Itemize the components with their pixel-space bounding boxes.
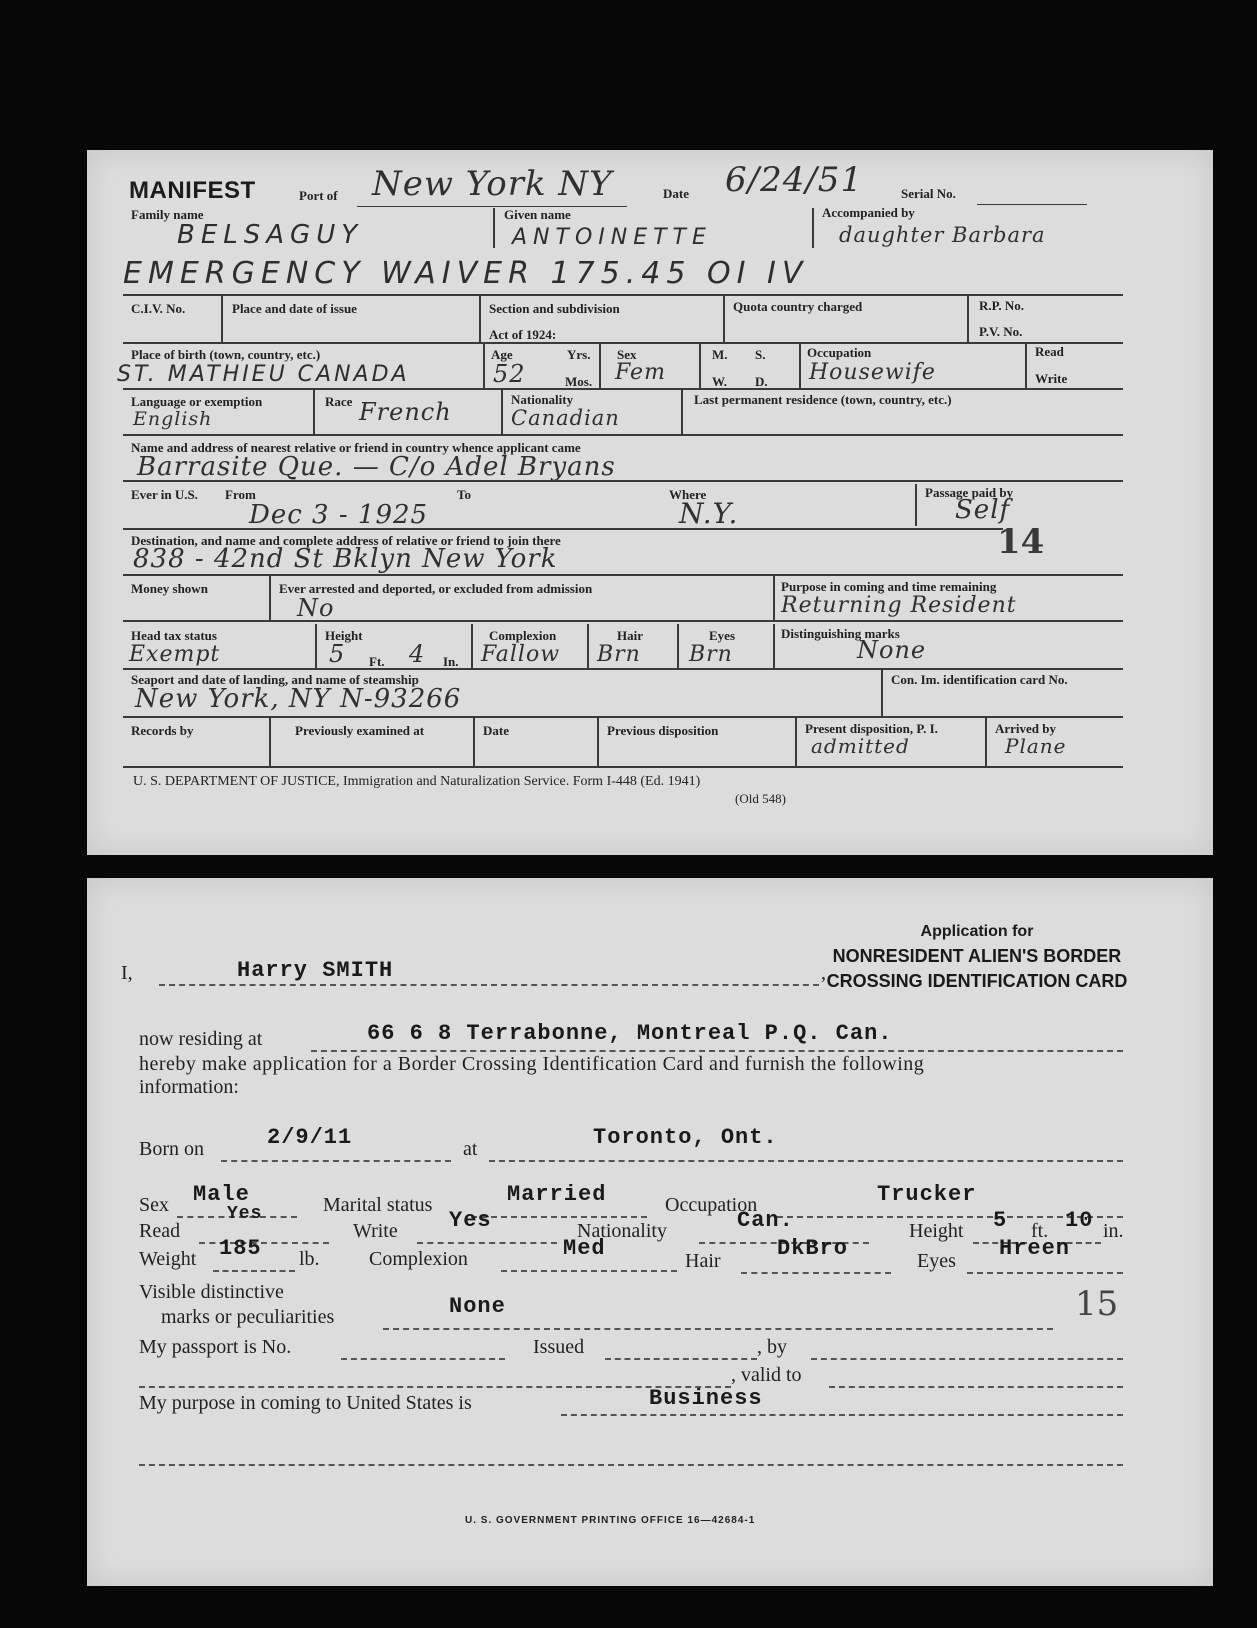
in-label: in. [1103, 1220, 1124, 1242]
complexion-label: Complexion [489, 628, 557, 643]
marital-value: Married [507, 1182, 607, 1207]
race-value: French [359, 398, 452, 426]
eyes-value: Brn [689, 642, 733, 667]
civ-label: C.I.V. No. [131, 301, 186, 316]
arrested-label: Ever arrested and deported, or excluded from admission [279, 581, 593, 596]
where-value: N.Y. [679, 497, 739, 530]
w-label: W. [712, 374, 728, 389]
language-label: Language or exemption [131, 394, 263, 409]
where-label: Where [669, 487, 707, 502]
occupation-value: Trucker [877, 1182, 977, 1207]
complexion-label: Complexion [369, 1248, 468, 1270]
given-name-label: Given name [504, 207, 571, 222]
information-line: information: [139, 1076, 239, 1098]
eyes-label: Eyes [917, 1250, 956, 1272]
lb-label: lb. [299, 1248, 320, 1270]
act-label: Act of 1924: [489, 327, 557, 342]
relative-value: Barrasite Que. — C/o Adel Bryans [137, 452, 616, 482]
d-label: D. [755, 374, 768, 389]
read-value: Yes [227, 1204, 263, 1224]
read-label: Read [139, 1220, 181, 1242]
from-label: From [225, 487, 256, 502]
seaport-value: New York, NY N-93266 [135, 684, 462, 714]
yrs-label: Yrs. [567, 347, 591, 362]
prev-exam-label: Previously examined at [295, 723, 425, 738]
quota-label: Quota country charged [733, 299, 863, 314]
sex-label: Sex [617, 347, 637, 362]
marks-value: None [857, 636, 927, 664]
birth-value: ST. MATHIEU CANADA [117, 362, 410, 387]
waiver-line: EMERGENCY WAIVER 175.45 OI IV [123, 256, 809, 291]
occupation-value: Housewife [809, 360, 936, 385]
nationality-value: Can. [737, 1208, 794, 1233]
s-label: S. [755, 347, 766, 362]
nationality-label: Nationality [577, 1220, 667, 1242]
passport-label: My passport is No. [139, 1336, 292, 1358]
accompanied-value: daughter Barbara [839, 223, 1046, 247]
eyes-label: Eyes [709, 628, 735, 643]
destination-value: 838 - 42nd St Bklyn New York [133, 544, 558, 574]
money-label: Money shown [131, 581, 208, 596]
conim-label: Con. Im. identification card No. [891, 672, 1068, 687]
seaport-label: Seaport and date of landing, and name of steamship [131, 672, 419, 687]
passage-label: Passage paid by [925, 485, 1014, 500]
write-label: Write [1035, 371, 1068, 386]
complexion-value: Fallow [481, 642, 561, 667]
born-label: Born on [139, 1138, 204, 1160]
section-label: Section and subdivision [489, 301, 620, 316]
purpose-label: My purpose in coming to United States is [139, 1392, 472, 1414]
height-label: Height [909, 1220, 964, 1242]
heading-line-3: CROSSING IDENTIFICATION CARD [826, 971, 1128, 991]
hair-label: Hair [617, 628, 643, 643]
weight-value: 185 [219, 1236, 262, 1261]
height-label: Height [325, 628, 363, 643]
purpose-value: Returning Resident [781, 593, 1017, 618]
family-name-value: BELSAGUY [177, 220, 364, 250]
height-in-value: 10 [1065, 1208, 1094, 1233]
name-value: Harry SMITH [237, 958, 394, 983]
eyes-value: Hreen [999, 1236, 1071, 1261]
issued-label: Issued [533, 1336, 585, 1358]
i-label: I, [121, 962, 133, 984]
ft-label: ft. [1031, 1220, 1049, 1242]
write-value: Yes [449, 1208, 492, 1233]
residing-label: now residing at [139, 1028, 263, 1050]
height-ft-value: 5 [993, 1208, 1008, 1233]
destination-label: Destination, and name and complete address of relative or friend to join there [131, 533, 561, 548]
to-label: To [457, 487, 471, 502]
headtax-value: Exempt [129, 642, 221, 667]
manifest-footer-old: (Old 548) [735, 791, 786, 806]
family-name-label: Family name [131, 207, 204, 222]
place-issue-label: Place and date of issue [232, 301, 357, 316]
given-name-value: ANTOINETTE [512, 225, 712, 250]
rp-label: R.P. No. [979, 298, 1025, 313]
sex-value: Fem [615, 360, 666, 385]
hereby-line: hereby make application for a Border Crossing Identification Card and furnish the following [139, 1053, 925, 1075]
manifest-title: MANIFEST [129, 177, 256, 204]
by-label: , by [757, 1336, 787, 1358]
port-label: Port of [299, 188, 338, 203]
date-label: Date [663, 186, 689, 201]
printer-line: U. S. GOVERNMENT PRINTING OFFICE 16—42684-1 [465, 1515, 756, 1526]
ft-label: Ft. [369, 654, 385, 669]
age-label: Age [491, 347, 513, 362]
visible-label-2: marks or peculiarities [161, 1306, 335, 1328]
race-label: Race [325, 394, 353, 409]
from-value: Dec 3 - 1925 [249, 500, 429, 530]
in-label: In. [443, 654, 459, 669]
stamp-number-15: 15 [1075, 1284, 1119, 1324]
height-in-value: 4 [409, 640, 426, 668]
date-value: 6/24/51 [725, 160, 864, 200]
nationality-value: Canadian [511, 406, 620, 430]
port-underline [357, 206, 627, 207]
prev-disp-label: Previous disposition [607, 723, 719, 738]
mos-label: Mos. [565, 374, 593, 389]
occupation-label: Occupation [807, 345, 872, 360]
read-label: Read [1035, 344, 1064, 359]
manifest-footer: U. S. DEPARTMENT OF JUSTICE, Immigration and Naturalization Service. Form I-448 (Ed. 1941) [133, 774, 701, 789]
serial-label: Serial No. [901, 186, 956, 201]
arrested-value: No [297, 594, 335, 622]
serial-underline [977, 204, 1087, 205]
accompanied-label: Accompanied by [822, 205, 915, 220]
application-heading [807, 919, 1147, 994]
valid-label: , valid to [731, 1364, 802, 1386]
hair-label: Hair [685, 1250, 721, 1272]
age-value: 52 [493, 360, 526, 388]
hair-value: DkBro [777, 1236, 849, 1261]
manifest-card [87, 150, 1213, 855]
visible-label-1: Visible distinctive [139, 1281, 284, 1303]
stamp-number-14: 14 [997, 522, 1045, 562]
pv-label: P.V. No. [979, 324, 1023, 339]
weight-label: Weight [139, 1248, 197, 1270]
at-label: at [463, 1138, 478, 1160]
records-label: Records by [131, 723, 194, 738]
marks-label: Distinguishing marks [781, 626, 900, 641]
write-label: Write [353, 1220, 398, 1242]
arrived-label: Arrived by [995, 721, 1057, 736]
marital-label: Marital status [323, 1194, 433, 1216]
height-ft-value: 5 [329, 640, 346, 668]
purpose-value: Business [649, 1386, 763, 1411]
language-value: English [133, 408, 213, 430]
application-card: Application for NONRESIDENT ALIEN'S BORDER CROSSING IDENTIFICATION CARD I, , Harry SMITH now residing at 66 6 8 Terrabonne, Montreal P.Q. Can. hereby make application for a Border Crossing Identification Card and furnish the following information: Born on 2/9/11 at Toronto, Ont. Sex Male Marital status Married Occupation Trucker Read Yes Write Yes Nationality Can. Height 5 ft. 10 in. Weight 185 lb. Complexion Med Hair DkBro Eyes Hreen Visible distinctive marks or peculiarities None 15 My passport is No. Issued , by , valid to My purpose in coming to United States is Business U. S. GOVERNMENT PRINTING OFFICE 16—42684-1 [87, 878, 1213, 1586]
relative-label: Name and address of nearest relative or friend in country whence applicant came [131, 440, 581, 455]
ever-us-label: Ever in U.S. [131, 487, 198, 502]
present-disp-label: Present disposition, P. I. [805, 721, 938, 736]
complexion-value: Med [563, 1236, 606, 1261]
passage-value: Self [955, 495, 1011, 525]
port-value: New York NY [372, 164, 613, 204]
residing-value: 66 6 8 Terrabonne, Montreal P.Q. Can. [367, 1021, 893, 1046]
sex-label: Sex [139, 1194, 169, 1216]
present-disp-value: admitted [811, 734, 910, 758]
heading-line-2: NONRESIDENT ALIEN'S BORDER [832, 946, 1122, 966]
born-value: 2/9/11 [267, 1125, 353, 1150]
hair-value: Brn [597, 642, 641, 667]
last-residence-label: Last permanent residence (town, country, etc.) [694, 392, 952, 407]
date2-label: Date [483, 723, 509, 738]
occupation-label: Occupation [665, 1194, 758, 1216]
m-label: M. [712, 347, 728, 362]
visible-value: None [449, 1294, 506, 1319]
nationality-label: Nationality [511, 392, 574, 407]
arrived-value: Plane [1005, 734, 1067, 758]
headtax-label: Head tax status [131, 628, 217, 643]
birth-label: Place of birth (town, country, etc.) [131, 347, 321, 362]
sex-value: Male [193, 1182, 250, 1207]
purpose-label: Purpose in coming and time remaining [781, 579, 997, 594]
heading-line-1: Application for [920, 923, 1034, 940]
birthplace-value: Toronto, Ont. [593, 1125, 778, 1150]
